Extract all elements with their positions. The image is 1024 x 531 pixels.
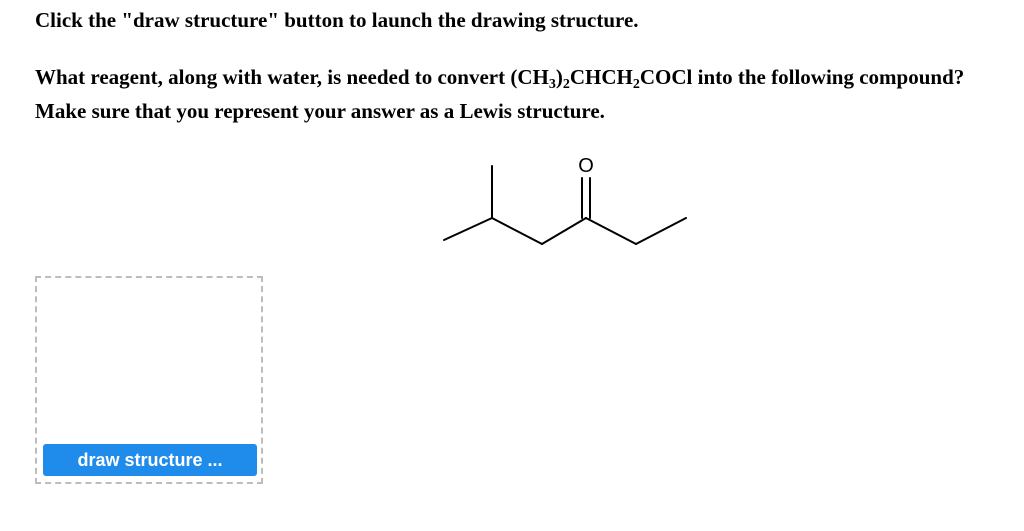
bond-carbonyl-ch2 <box>586 218 636 244</box>
bond-ch2-ch3 <box>636 218 686 244</box>
question-part-2: ) <box>555 65 563 89</box>
subscript-2-b: 2 <box>632 77 640 92</box>
question-part-4: COCl into the following compound? Make sure that you represent your answer as a Lewis structure. <box>35 65 965 123</box>
question-part-1: What reagent, along with water, is needed to convert (CH <box>35 65 549 89</box>
subscript-3: 3 <box>548 77 556 92</box>
question-text <box>35 60 1010 128</box>
bond-ch-ch2 <box>492 218 542 244</box>
subscript-2-a: 2 <box>562 77 570 92</box>
draw-structure-button[interactable]: draw structure ... <box>43 444 257 476</box>
question-part-3: CHCH <box>569 65 633 89</box>
molecule-skeletal-structure <box>430 148 700 258</box>
bond-ch2-carbonyl <box>542 218 586 244</box>
instruction-text: Click the "draw structure" button to launch the drawing structure. <box>35 8 639 32</box>
oxygen-atom-label: O <box>578 155 594 177</box>
answer-drawing-area <box>35 276 263 484</box>
bond-ch3-ch <box>444 218 492 240</box>
